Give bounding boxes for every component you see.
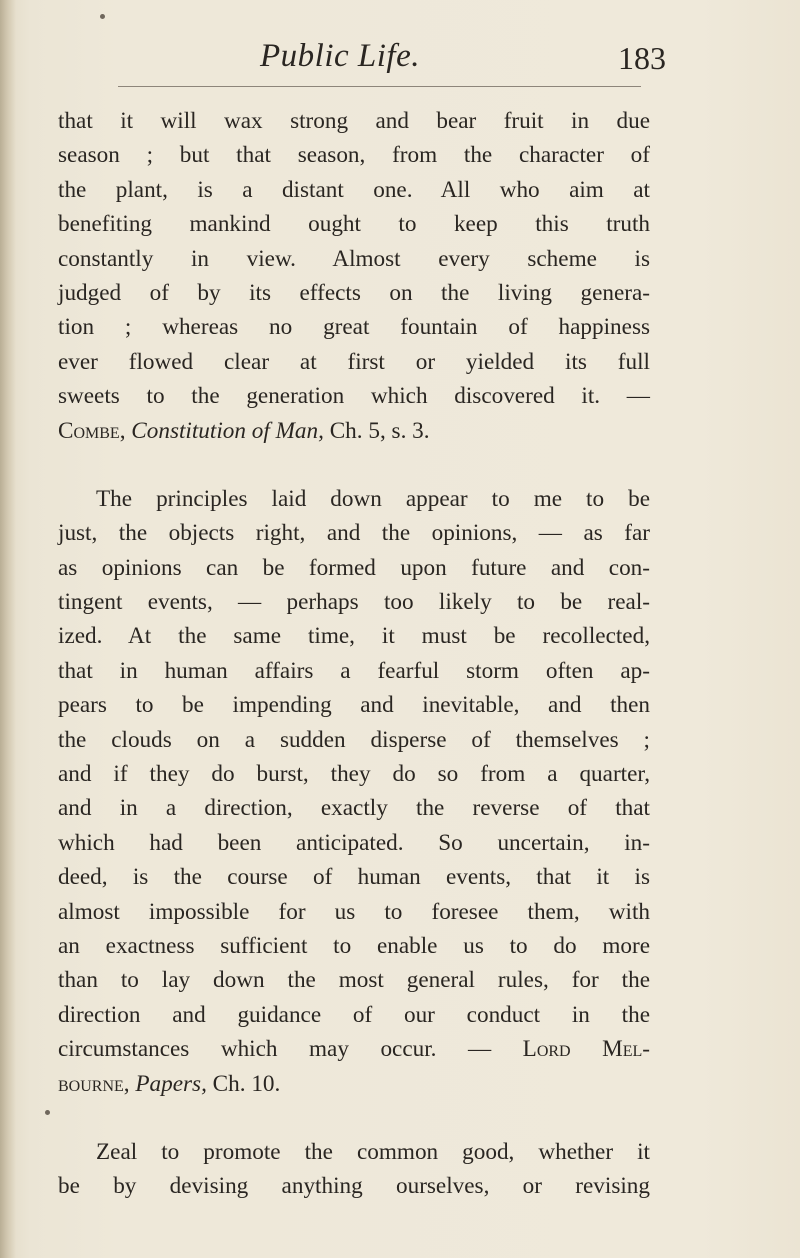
citation-line <box>58 1067 650 1101</box>
text-line: ever flowed clear at first or yielded its full <box>58 348 650 375</box>
paragraph-zeal <box>58 1135 650 1204</box>
text-line: the clouds on a sudden disperse of themselves ; <box>58 726 650 753</box>
paragraph-gap <box>58 448 650 482</box>
text-line: and in a direction, exactly the reverse of that <box>58 795 650 822</box>
citation-work: Papers, <box>135 1070 207 1097</box>
page-number: 183 <box>618 40 666 76</box>
text-line: tingent events, — perhaps too likely to be real- <box>58 589 650 616</box>
text-line: ized. At the same time, it must be recollected, <box>58 623 650 650</box>
text-line-start: circumstances which may occur. — <box>58 1036 492 1063</box>
text-line: than to lay down the most general rules, for the <box>58 967 650 994</box>
paragraph-melbourne <box>58 482 650 1101</box>
text-line: season ; but that season, from the character of <box>58 142 650 169</box>
text-line: just, the objects right, and the opinions, — as far <box>58 520 650 547</box>
text-line: judged of by its effects on the living genera- <box>58 279 650 306</box>
text-line: be by devising anything ourselves, or revising <box>58 1173 650 1200</box>
text-line: The principles laid down appear to me to be <box>96 485 650 512</box>
text-line: as opinions can be formed upon future and con- <box>58 554 650 581</box>
text-line: which had been anticipated. So uncertain, in- <box>58 829 650 856</box>
text-line: benefiting mankind ought to keep this truth <box>58 211 650 238</box>
citation-location: Ch. 5, s. 3. <box>329 417 430 444</box>
print-speck <box>45 1110 50 1115</box>
running-header <box>60 30 666 82</box>
citation-author: Lord Mel- <box>522 1036 651 1063</box>
running-title: Public Life. <box>260 38 420 74</box>
text-line: an exactness sufficient to enable us to do more <box>58 932 650 959</box>
text-line: direction and guidance of our conduct in the <box>58 1001 650 1028</box>
text-line: the plant, is a distant one. All who aim at <box>58 176 650 203</box>
text-line: Zeal to promote the common good, whether it <box>96 1138 650 1165</box>
paragraph-gap <box>58 1101 650 1135</box>
text-line: deed, is the course of human events, that it is <box>58 864 650 891</box>
text-line: tion ; whereas no great fountain of happiness <box>58 314 650 341</box>
paragraph-combe <box>58 104 650 448</box>
text-line: pears to be impending and inevitable, and then <box>58 692 650 719</box>
text-line: that it will wax strong and bear fruit in due <box>58 108 650 134</box>
citation-line <box>58 414 650 448</box>
citation-author-continued: bourne, <box>58 1070 130 1097</box>
citation-work: Constitution of Man, <box>131 417 324 444</box>
header-rule <box>118 86 641 87</box>
text-line: sweets to the generation which discovered it. — <box>58 383 650 410</box>
text-line: and if they do burst, they do so from a quarter, <box>58 761 650 788</box>
citation-location: Ch. 10. <box>212 1070 281 1097</box>
text-line: constantly in view. Almost every scheme is <box>58 245 650 272</box>
text-line: that in human affairs a fearful storm often ap- <box>58 657 650 684</box>
page-spine-shadow <box>0 0 16 1258</box>
citation-author: Combe, <box>58 417 126 444</box>
print-speck <box>100 14 105 19</box>
text-line: almost impossible for us to foresee them, with <box>58 898 650 925</box>
body-text <box>58 104 650 1204</box>
citation-line <box>58 1032 650 1066</box>
